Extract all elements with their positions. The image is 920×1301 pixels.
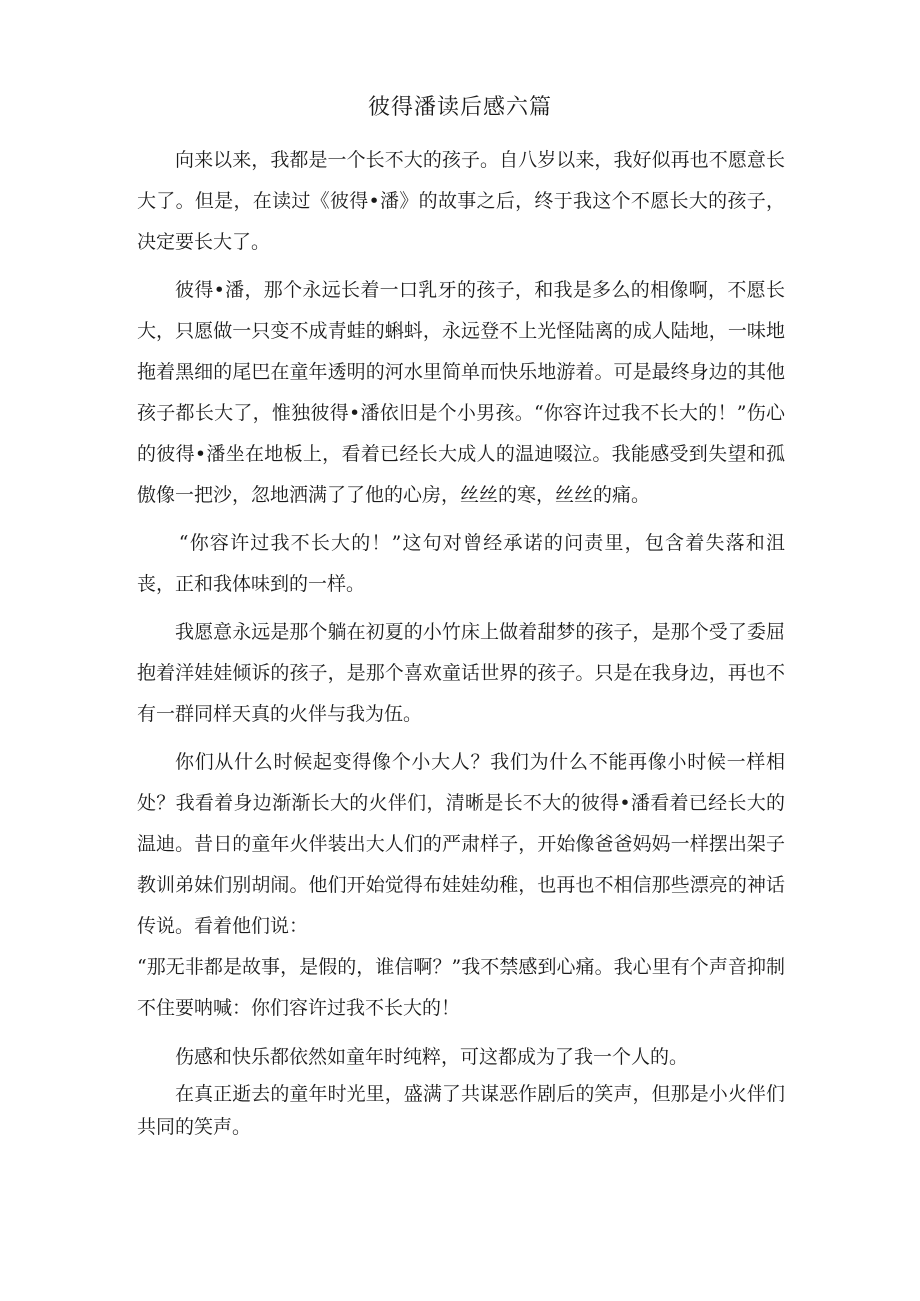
paragraph-8: 在真正逝去的童年时光里，盛满了共谋恶作剧后的笑声，但那是小火伴们共同的笑声。 [137,1083,785,1138]
document-body [137,140,785,1144]
paragraph-2: 彼得•潘，那个永远长着一口乳牙的孩子，和我是多么的相像啊，不愿长大，只愿做一只变不成青蛙的蝌蚪，永远登不上光怪陆离的成人陆地，一味地拖着黑细的尾巴在童年透明的河水里简单而快乐地游着。可是最终身边的其他孩子都长大了，惟独彼得•潘依旧是个小男孩。“你容许过我不长大的！”伤心的彼得•潘坐在地板上，看着已经长大成人的温迪啜泣。我能感受到失望和孤傲像一把沙，忽地洒满了了他的心房，丝丝的寒，丝丝的痛。 [137,279,785,506]
paragraph-1: 向来以来，我都是一个长不大的孩子。自八岁以来，我好似再也不愿意长大了。但是，在读过《彼得•潘》的故事之后，终于我这个不愿长大的孩子，决定要长大了。 [137,149,785,253]
paragraph-4: 我愿意永远是那个躺在初夏的小竹床上做着甜梦的孩子，是那个受了委屈抱着洋娃娃倾诉的孩子，是那个喜欢童话世界的孩子。只是在我身边，再也不有一群同样天真的火伴与我为伍。 [137,621,785,725]
paragraph-6: “那无非都是故事，是假的，谁信啊？”我不禁感到心痛。我心里有个声音抑制不住要呐喊：你们容许过我不长大的！ [137,956,785,1019]
paragraph-5: 你们从什么时候起变得像个小大人？我们为什么不能再像小时候一样相处？我看着身边渐渐长大的火伴们，清晰是长不大的彼得•潘看着已经长大的温迪。昔日的童年火伴装出大人们的严肃样子，开始像爸爸妈妈一样摆出架子教训弟妹们别胡闹。他们开始觉得布娃娃幼稚，也再也不相信那些漂亮的神话传说。看着他们说： [137,751,785,937]
document-title: 彼得潘读后感六篇 [367,95,552,120]
paragraph-3: “你容许过我不长大的！”这句对曾经承诺的问责里，包含着失落和沮丧，正和我体味到的一样。 [137,532,785,595]
paragraph-7: 伤感和快乐都依然如童年时纯粹，可这都成为了我一个人的。 [175,1046,689,1068]
